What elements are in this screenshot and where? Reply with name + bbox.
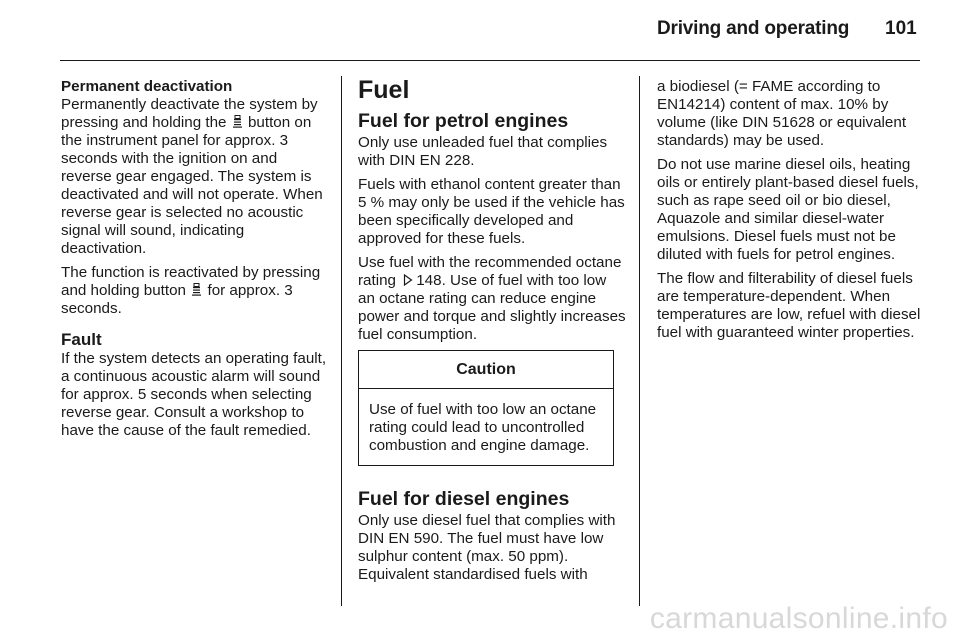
column-left xyxy=(61,78,331,446)
header-rule xyxy=(60,60,920,61)
text-span: . Use of fuel with too low an octane rating can reduce engine power and torque and slightly increases fuel consumption. xyxy=(358,272,626,343)
paragraph: a biodiesel (= FAME according to EN14214) content of max. 10% by volume (like DIN 51628 or equivalent standards) may be used. xyxy=(657,78,907,149)
text-span: Use fuel with the recommended octane rating xyxy=(358,254,622,289)
paragraph xyxy=(358,254,626,344)
watermark: carmanualsonline.info xyxy=(649,602,948,635)
column-divider xyxy=(341,76,342,606)
text-span: button on the instrument panel for approx. 3 seconds with the ignition on and reverse gear engaged. The system is deactivated and will not operate. When reverse gear is selected no acoustic signal will sound, indicating deactivation. xyxy=(61,114,323,257)
paragraph xyxy=(61,264,331,318)
petrol-heading: Fuel for petrol engines xyxy=(358,110,569,132)
caution-title: Caution xyxy=(359,351,613,389)
park-assist-icon xyxy=(233,115,242,128)
diesel-heading: Fuel for diesel engines xyxy=(358,488,570,510)
text-span: The function is reactivated by pressing and holding button xyxy=(61,264,321,299)
column-divider xyxy=(639,76,640,606)
fuel-title: Fuel xyxy=(358,76,410,104)
permanent-deactivation-heading: Permanent deactivation xyxy=(61,78,233,95)
paragraph: Do not use marine diesel oils, heating oils or entirely plant-based diesel fuels, such as rape seed oil or bio diesel, Aquazole and similar diesel-water emulsions. Diesel fuels must not be diluted with fuels for petrol engines. xyxy=(657,156,919,263)
paragraph: Only use unleaded fuel that complies with DIN EN 228. xyxy=(358,134,608,169)
text-span: for approx. 3 seconds. xyxy=(61,282,293,317)
paragraph: Only use diesel fuel that complies with DIN EN 590. The fuel must have low sulphur content (max. 50 ppm). Equivalent standardised fuels with xyxy=(358,512,616,583)
section-title: Driving and operating xyxy=(657,18,850,39)
park-assist-icon xyxy=(192,283,201,296)
caution-box xyxy=(358,350,614,466)
caution-text: Use of fuel with too low an octane rating could lead to uncontrolled combustion and engine damage. xyxy=(369,401,597,454)
paragraph: If the system detects an operating fault, a continuous acoustic alarm will sound for approx. 5 seconds when selecting reverse gear. Consult a workshop to have the cause of the fault remedied. xyxy=(61,350,327,439)
paragraph xyxy=(61,96,331,258)
page-reference[interactable]: 148 xyxy=(416,272,442,289)
paragraph: The flow and filterability of diesel fuels are temperature-dependent. When temperatures are low, refuel with diesel fuel with guaranteed winter properties. xyxy=(657,270,921,341)
column-middle xyxy=(358,78,626,590)
text-span: Permanently deactivate the system by pressing and holding the xyxy=(61,96,318,131)
page-number: 101 xyxy=(885,18,917,39)
page-reference-arrow-icon xyxy=(403,274,413,286)
fault-heading: Fault xyxy=(61,330,102,349)
column-right xyxy=(657,78,923,348)
paragraph: Fuels with ethanol content greater than 5 % may only be used if the vehicle has been specifically developed and approved for these fuels. xyxy=(358,176,625,247)
